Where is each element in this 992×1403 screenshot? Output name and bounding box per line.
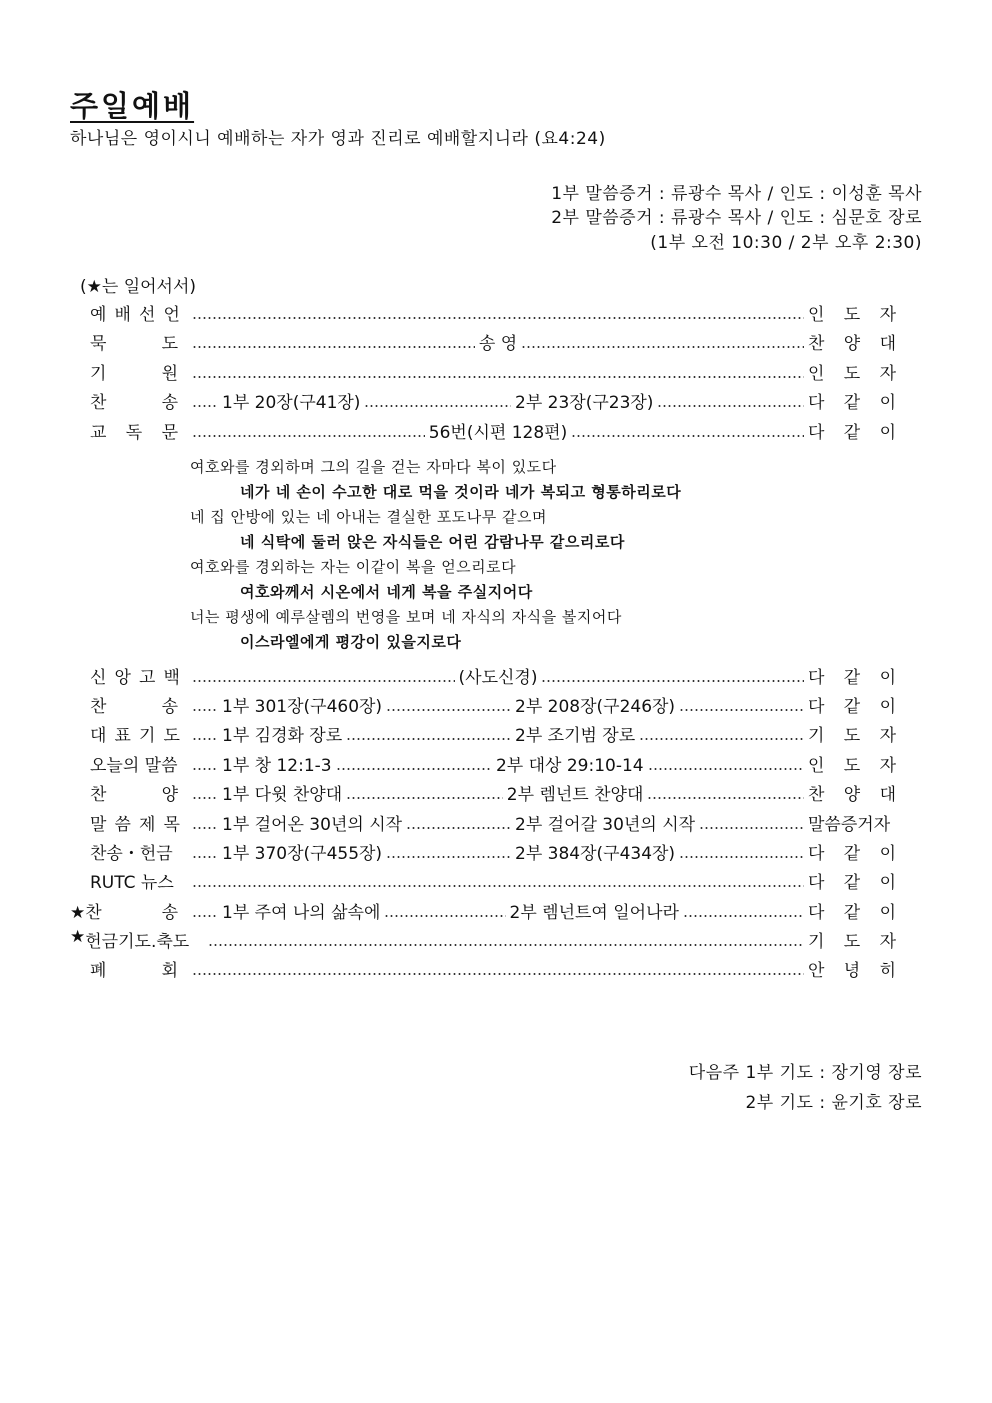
service-times: (1부 오전 10:30 / 2부 오후 2:30) bbox=[650, 233, 922, 253]
row-second: 2부 대상 29:10-14 bbox=[495, 755, 644, 776]
leader-dots bbox=[657, 392, 804, 409]
row-label: ★ 헌금기도.축도 bbox=[70, 926, 190, 952]
row-first: 1부 370장(구455장) bbox=[222, 843, 383, 864]
row-role: 말씀증거자 bbox=[808, 814, 891, 835]
reading-leader-line: 여호와를 경외하는 자는 이같이 복을 얻으리로다 bbox=[190, 558, 517, 576]
row-label: ★찬 송 bbox=[70, 902, 178, 923]
row-label: 폐 회 bbox=[90, 960, 178, 981]
leader-dots bbox=[192, 333, 475, 350]
order-row bbox=[70, 778, 896, 806]
row-middle: (사도신경) bbox=[458, 667, 538, 688]
reading-leader-line: 네 집 안방에 있는 네 아내는 결실한 포도나무 같으며 bbox=[190, 508, 547, 526]
order-row bbox=[70, 416, 896, 444]
reading-leader-line: 여호와를 경외하며 그의 길을 걷는 자마다 복이 있도다 bbox=[190, 458, 557, 476]
row-label: 대 표 기 도 bbox=[90, 725, 180, 746]
row-label: 예 배 선 언 bbox=[90, 304, 180, 325]
leader-dots bbox=[192, 725, 218, 742]
row-role: 인 도 자 bbox=[808, 363, 896, 384]
leader-dots bbox=[192, 304, 804, 321]
row-label: 찬 송 bbox=[90, 392, 178, 413]
row-label: 교 독 문 bbox=[90, 422, 178, 443]
next-week-prayer-1: 다음주 1부 기도 : 장기영 장로 bbox=[688, 1063, 922, 1083]
row-role: 다 같 이 bbox=[808, 696, 896, 717]
order-row bbox=[70, 925, 896, 953]
reading-response-line: 네가 네 손이 수고한 대로 먹을 것이라 네가 복되고 형통하리로다 bbox=[240, 483, 682, 501]
row-role: 찬 양 대 bbox=[808, 784, 897, 805]
row-role: 다 같 이 bbox=[808, 422, 896, 443]
leader-dots bbox=[192, 960, 804, 977]
leader-dots bbox=[386, 696, 511, 713]
leader-dots bbox=[541, 667, 804, 684]
leader-dots bbox=[192, 784, 218, 801]
standing-star-icon: ★ bbox=[70, 902, 86, 923]
leader-dots bbox=[346, 784, 503, 801]
row-first: 1부 301장(구460장) bbox=[222, 696, 383, 717]
row-label: 기 원 bbox=[90, 363, 178, 384]
row-label: 신 앙 고 백 bbox=[90, 667, 180, 688]
row-role: 기 도 자 bbox=[808, 725, 896, 746]
row-first: 1부 김경화 장로 bbox=[222, 725, 343, 746]
leader-dots bbox=[521, 333, 804, 350]
order-row bbox=[70, 386, 896, 414]
leader-dots bbox=[647, 784, 804, 801]
row-role: 다 같 이 bbox=[808, 872, 896, 893]
row-second: 2부 조기범 장로 bbox=[515, 725, 636, 746]
row-first: 1부 창 12:1-3 bbox=[222, 755, 332, 776]
order-row bbox=[70, 690, 896, 718]
leader-dots bbox=[192, 667, 455, 684]
order-row bbox=[70, 866, 896, 894]
row-middle: 송 영 bbox=[478, 333, 518, 354]
standing-note: (★는 일어서서) bbox=[80, 277, 197, 297]
leader-dots bbox=[192, 392, 218, 409]
row-role: 다 같 이 bbox=[808, 902, 897, 923]
order-row bbox=[70, 357, 896, 385]
reading-response-line: 네 식탁에 둘러 앉은 자식들은 어린 감람나무 같으리로다 bbox=[240, 533, 625, 551]
row-second: 2부 렘넌트여 일어나라 bbox=[509, 902, 679, 923]
leader-dots bbox=[192, 902, 218, 919]
row-second: 2부 23장(구23장) bbox=[515, 392, 654, 413]
order-row bbox=[70, 661, 896, 689]
leader-dots bbox=[648, 755, 804, 772]
preacher-line-1: 1부 말씀증거 : 류광수 목사 / 인도 : 이성훈 목사 bbox=[551, 184, 922, 204]
order-row bbox=[70, 954, 896, 982]
row-role: 찬 양 대 bbox=[808, 333, 896, 354]
leader-dots bbox=[192, 755, 218, 772]
leader-dots bbox=[406, 814, 511, 831]
leader-dots bbox=[384, 902, 505, 919]
leader-dots bbox=[346, 725, 511, 742]
reading-response-line: 이스라엘에게 평강이 있을지로다 bbox=[240, 633, 462, 651]
leader-dots bbox=[679, 696, 804, 713]
row-label: 찬 송 bbox=[90, 696, 178, 717]
leader-dots bbox=[336, 755, 492, 772]
row-first: 1부 20장(구41장) bbox=[222, 392, 361, 413]
leader-dots bbox=[192, 363, 804, 380]
order-row bbox=[70, 749, 896, 777]
subtitle-verse: 하나님은 영이시니 예배하는 자가 영과 진리로 예배할지니라 (요4:24) bbox=[70, 129, 606, 149]
row-label: 묵 도 bbox=[90, 333, 178, 354]
row-role: 다 같 이 bbox=[808, 392, 896, 413]
row-role: 인 도 자 bbox=[808, 755, 896, 776]
leader-dots bbox=[639, 725, 804, 742]
page-title: 주일예배 bbox=[70, 89, 195, 123]
leader-dots bbox=[699, 814, 804, 831]
leader-dots bbox=[683, 902, 804, 919]
row-first: 1부 다윗 찬양대 bbox=[222, 784, 343, 805]
leader-dots bbox=[208, 931, 804, 948]
leader-dots bbox=[192, 422, 425, 439]
leader-dots bbox=[679, 843, 804, 860]
row-second: 2부 렘넌트 찬양대 bbox=[506, 784, 644, 805]
order-row bbox=[70, 837, 896, 865]
leader-dots bbox=[192, 872, 804, 889]
row-role: 다 같 이 bbox=[808, 667, 897, 688]
leader-dots bbox=[192, 843, 218, 860]
leader-dots bbox=[571, 422, 804, 439]
row-second: 2부 걸어갈 30년의 시작 bbox=[515, 814, 696, 835]
standing-star-icon: ★ bbox=[70, 926, 86, 947]
leader-dots bbox=[192, 814, 218, 831]
row-label: 말 씀 제 목 bbox=[90, 814, 180, 835]
row-second: 2부 208장(구246장) bbox=[515, 696, 676, 717]
row-label: RUTC 뉴스 bbox=[90, 872, 174, 893]
row-middle: 56번(시편 128편) bbox=[428, 422, 568, 443]
row-role: 기 도 자 bbox=[808, 931, 896, 952]
next-week-prayer-2: 2부 기도 : 윤기호 장로 bbox=[745, 1093, 922, 1113]
row-first: 1부 주여 나의 삶속에 bbox=[222, 902, 381, 923]
reading-response-line: 여호와께서 시온에서 네게 복을 주실지어다 bbox=[240, 583, 533, 601]
order-row bbox=[70, 719, 896, 747]
order-row bbox=[70, 327, 896, 355]
order-row bbox=[70, 808, 896, 836]
row-role: 다 같 이 bbox=[808, 843, 896, 864]
leader-dots bbox=[192, 696, 218, 713]
row-second: 2부 384장(구434장) bbox=[515, 843, 676, 864]
row-label: 오늘의 말씀 bbox=[90, 755, 178, 776]
leader-dots bbox=[364, 392, 511, 409]
reading-leader-line: 너는 평생에 예루살렘의 번영을 보며 네 자식의 자식을 볼지어다 bbox=[190, 608, 622, 626]
order-row bbox=[70, 298, 896, 326]
leader-dots bbox=[386, 843, 511, 860]
row-first: 1부 걸어온 30년의 시작 bbox=[222, 814, 403, 835]
preacher-line-2: 2부 말씀증거 : 류광수 목사 / 인도 : 심문호 장로 bbox=[551, 208, 922, 228]
row-label: 찬송・헌금 bbox=[90, 843, 173, 864]
row-role: 인 도 자 bbox=[808, 304, 896, 325]
order-row bbox=[70, 896, 896, 924]
row-role: 안 녕 히 bbox=[808, 960, 896, 981]
row-label: 찬 양 bbox=[90, 784, 178, 805]
